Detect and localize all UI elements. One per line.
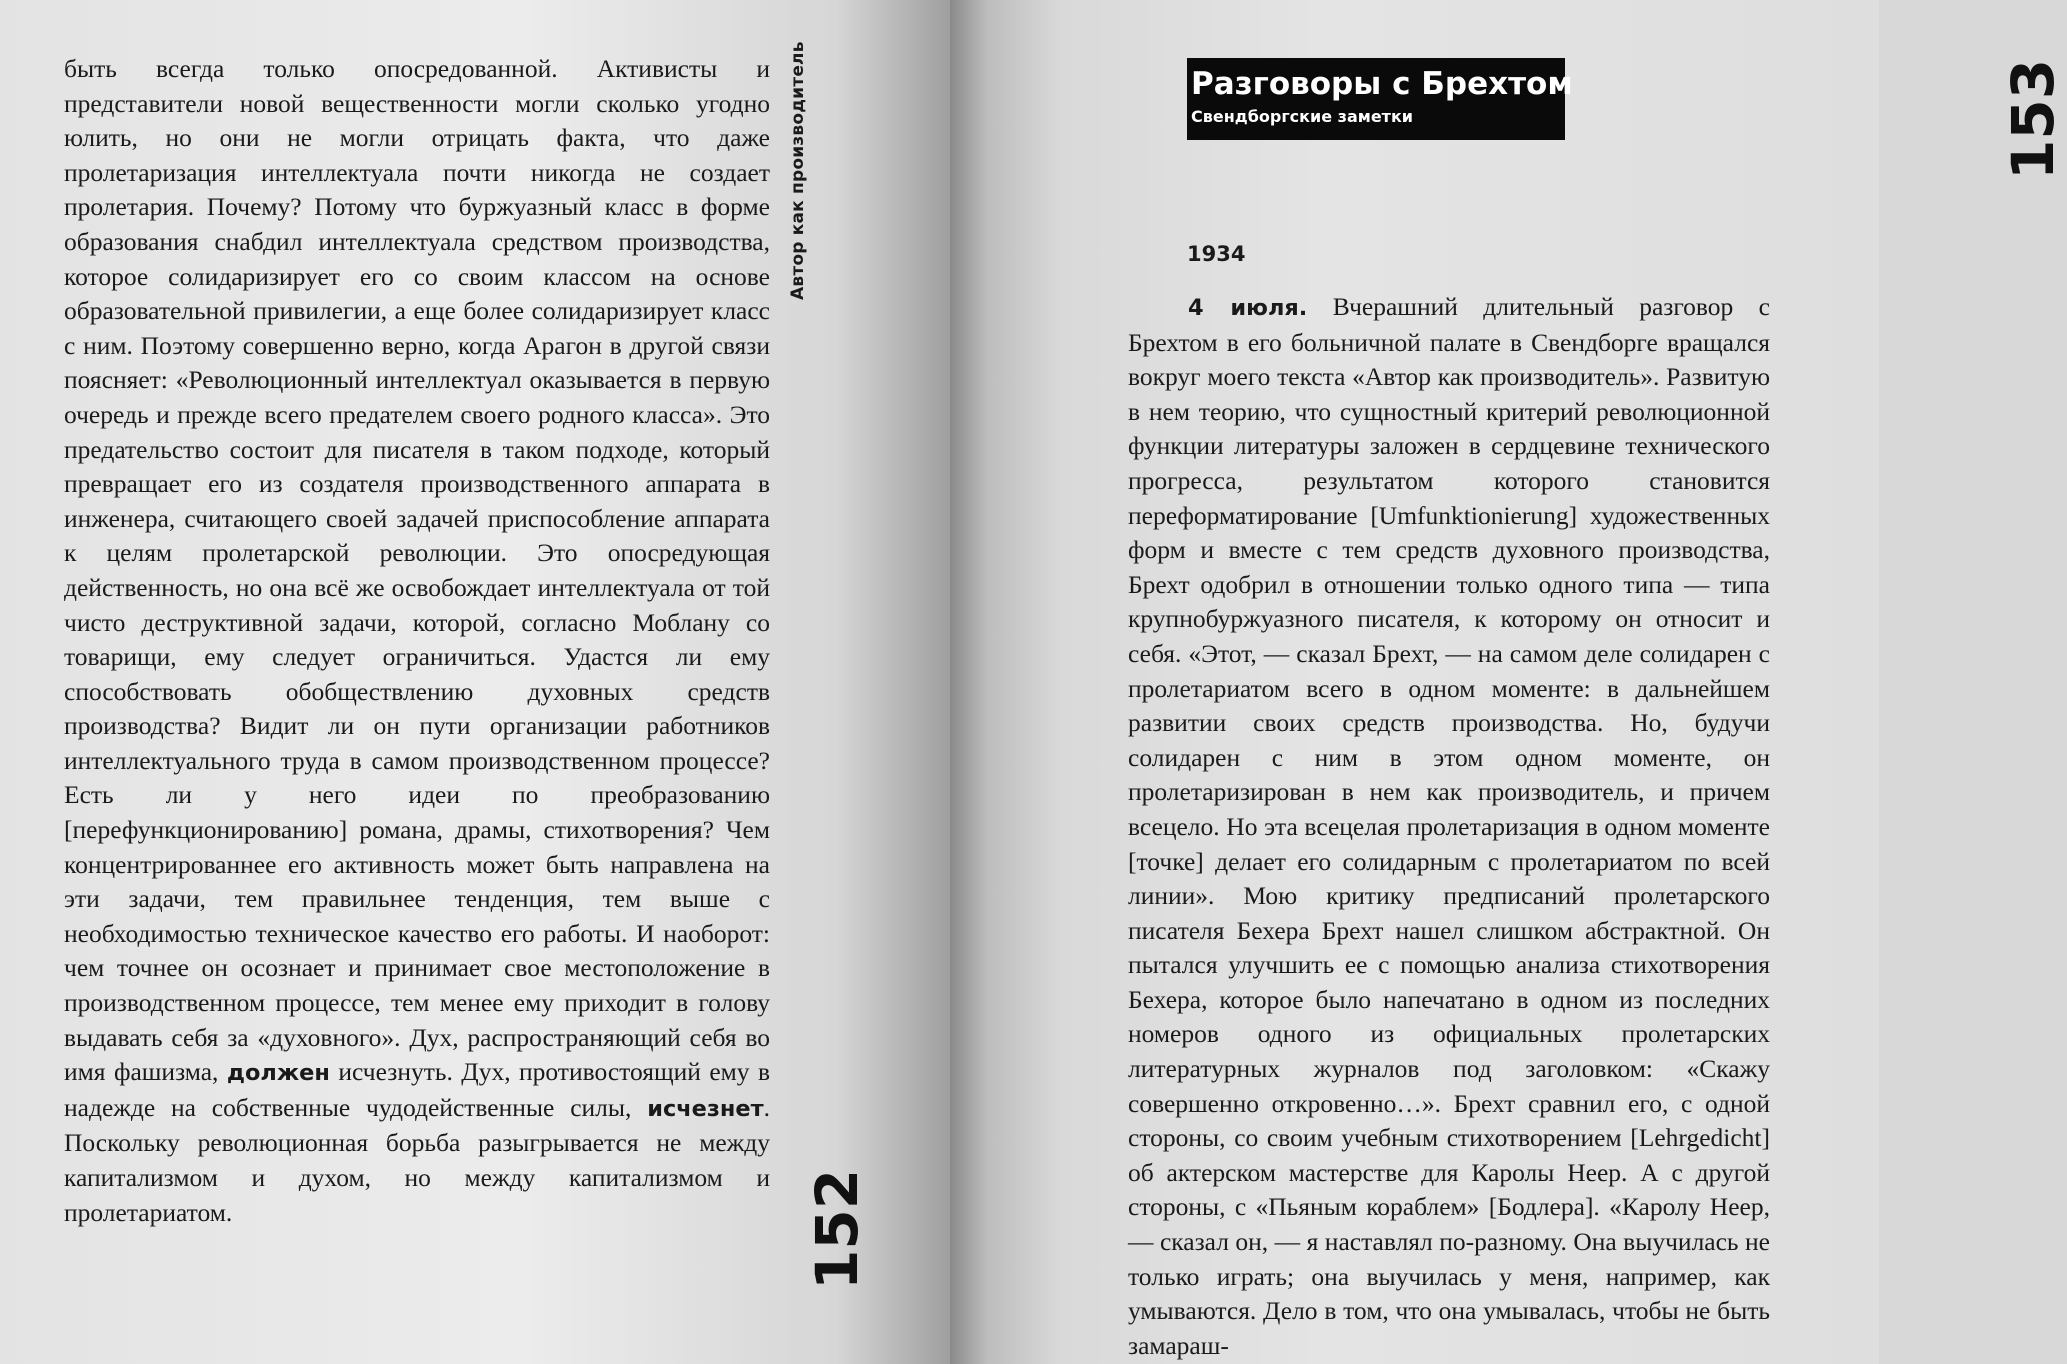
page-number-right: 153 (1999, 58, 2067, 180)
entry-text: Вчерашний длительный разговор с Брехтом в его больничной палате в Свендборге вращался вокруг моего текста «Автор как производитель». Развитую в нем теорию, что сущностный критерий революционной функции литературы заложен в сердцевине технического прогресса, результатом которого становится переформатирование [Umfunktionierung] художественных форм и вместе с тем средств духовного производства, Брехт одобрил в отношении только одного типа — типа крупнобуржуазного писателя, к которому он относит и себя. «Этот, — сказал Брехт, — на самом деле солидарен с пролетариатом всего в одном моменте: в дальнейшем развитии своих средств производства. Но, будучи солидарен с ним в этом одном моменте, он пролетаризирован в нем как производитель, и причем всецело. Но эта всецелая пролетаризация в одном моменте [точке] делает его солидарным с пролетариатом по всей линии». Мою критику предписаний пролетарского писателя Бехера Брехт нашел слишком абстрактной. Он пытался улучшить ее с помощью анализа стихотворения Бехера, которое было напечатано в одном из последних номеров одного из официальных пролетарских литературных журналов под заголовком: «Скажу совершенно откровенно…». Брехт сравнил его, с одной стороны, со своим учебным стихотворением [Lehrgedicht] об актерском мастерстве для Каролы Неер. А с другой стороны, с «Пьяным кораблем» [Бодлера]. «Каролу Неер, — сказал он, — я наставлял по-разному. Она выучилась не только играть; она выучилась у меня, например, как умываются. Дело в том, что она умывалась, чтобы не быть замараш- (1128, 292, 1770, 1360)
emphasis-dolzhen: должен (226, 1060, 330, 1087)
body-text-start: быть всегда только опосредованной. Активисты и представители новой вещественности могли сколько угодно юлить, но они не могли отрицать факта, что даже пролетаризация интеллектуала почти никогда не создает пролетария. Почему? Потому что буржуазный класс в форме образования снабдил интеллектуала средством производства, которое солидаризирует его со своим классом на основе образовательной привилегии, а еще более солидаризирует класс с ним. Поэтому совершенно верно, когда Арагон в другой связи поясняет: «Революционный интеллектуал оказывается в первую очередь и прежде всего предателем своего родного класса». Это предательство состоит для писателя в таком подходе, который превращает его из создателя производственного аппарата в инженера, считающего своей задачей приспособление аппарата к целям пролетарской революции. Это опосредующая действенность, но она всё же освобождает интеллектуала от той чисто деструктивной задачи, которой, согласно Моблану со товарищи, ему следует ограничиться. Удастся ли ему способствовать обобществлению духовных средств производства? Видит ли он пути организации работников интеллектуального труда в самом производственном процессе? Есть ли у него идеи по преобразованию [перефункционированию] романа, драмы, стихотворения? Чем концентрированнее его активность может быть направлена на эти задачи, тем правильнее тенденция, тем выше с необходимостью техническое качество его работы. И наоборот: чем точнее он осознает и принимает свое местоположение в производственном процессе, тем менее ему приходит в голову выдавать себя за «духовного». Дух, распространяющий себя во имя фашизма, (64, 54, 770, 1087)
right-page (950, 0, 2067, 1364)
section-year: 1934 (1187, 242, 1246, 266)
body-text-middle: исчезнуть. Дух, противостоящий ему в надежде на собственные чудодейственные силы, (64, 1057, 770, 1122)
left-page-body (64, 52, 770, 1230)
chapter-title: Разговоры с Брехтом (1191, 66, 1573, 102)
entry-date: 4 июля. (1188, 295, 1308, 321)
page-number-left: 152 (803, 1168, 871, 1290)
emphasis-ischeznet: исчезнет (647, 1095, 764, 1122)
body-text-end: . Поскольку революционная борьба разыгрывается не между капитализмом и духом, но между капитализмом и пролетариатом. (64, 1092, 770, 1227)
chapter-subtitle: Свендборгские заметки (1191, 107, 1414, 126)
chapter-title-block (1187, 58, 1573, 140)
running-head: Автор как производитель (788, 41, 808, 300)
left-page (0, 0, 950, 1364)
right-page-body (1128, 290, 1770, 1363)
